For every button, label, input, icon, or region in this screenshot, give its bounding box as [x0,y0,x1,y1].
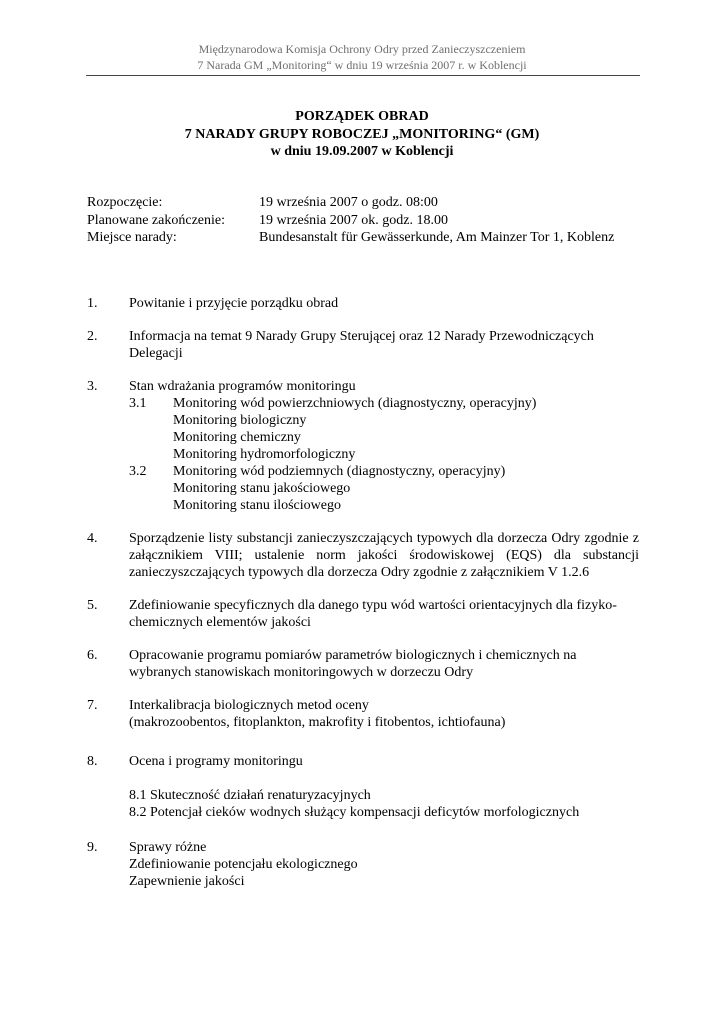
subitem-line: Monitoring hydromorfologiczny [173,447,356,462]
agenda-item-4 [87,530,639,581]
item-text: Stan wdrażania programów monitoringu [129,379,356,394]
agenda-item-5 [87,597,639,631]
subitem-line: Monitoring biologiczny [173,413,307,428]
meta-value: Bundesanstalt für Gewässerkunde, Am Mainzer Tor 1, Koblenz [259,230,615,245]
meta-label: Rozpoczęcie: [87,195,163,210]
subitem-3-1 [129,395,639,412]
subitem-text: Monitoring wód podziemnych (diagnostyczny, operacyjny) [173,464,506,479]
header-line-2: 7 Narada GM „Monitoring“ w dniu 19 września 2007 r. w Koblencji [197,58,527,72]
item-text: Powitanie i przyjęcie porządku obrad [129,296,339,311]
title-line-1: PORZĄDEK OBRAD [295,109,429,124]
page-header [0,41,724,73]
item-number: 3. [87,379,98,394]
item-text: Ocena i programy monitoringu [129,754,303,769]
header-divider [86,75,640,76]
item-number: 6. [87,648,98,663]
item-number: 2. [87,329,98,344]
item-number: 9. [87,840,98,855]
meta-value: 19 września 2007 ok. godz. 18.00 [259,212,448,228]
item-text: Opracowanie programu pomiarów parametrów biologicznych i chemicznych na wybranych stanowiskach monitoringowych w dorzeczu Odry [129,648,577,680]
item-number: 7. [87,698,98,713]
meta-value: 19 września 2007 o godz. 08:00 [259,195,438,210]
agenda-list [87,295,639,906]
item-line: Zdefiniowanie potencjału ekologicznego [129,857,358,872]
subitem-number: 3.2 [129,464,147,479]
subitem-line: Monitoring stanu ilościowego [173,498,341,513]
subitem-3-2 [129,463,639,480]
agenda-item-3 [87,378,639,514]
item-number: 5. [87,598,98,613]
item-text: Informacja na temat 9 Narady Grupy Sterującej oraz 12 Narady Przewodniczących Delegacji [129,329,594,361]
item-line: (makrozoobentos, fitoplankton, makrofity i fitobentos, ichtiofauna) [129,715,506,730]
title-line-3: w dniu 19.09.2007 w Koblencji [270,144,454,159]
item-number: 1. [87,296,98,311]
item-text: Interkalibracja biologicznych metod oceny [129,698,369,713]
agenda-item-2 [87,328,639,362]
item-number: 8. [87,754,98,769]
meeting-details [87,194,647,247]
agenda-item-7 [87,697,639,731]
item-subline: 8.1 Skuteczność działań renaturyzacyjnych [129,788,371,803]
agenda-item-6 [87,647,639,681]
agenda-item-9 [87,839,639,890]
meta-label: Miejsce narady: [87,230,177,245]
item-text: Zdefiniowanie specyficznych dla danego typu wód wartości orientacyjnych dla fizyko-chemicznych elementów jakości [129,598,617,630]
subitem-line: Monitoring stanu jakościowego [173,481,351,496]
title-line-2: 7 NARADY GRUPY ROBOCZEJ „MONITORING“ (GM) [184,126,540,142]
item-subline: 8.2 Potencjał cieków wodnych służący kompensacji deficytów morfologicznych [129,805,580,820]
item-text: Sprawy różne [129,840,207,855]
subitem-number: 3.1 [129,396,147,411]
agenda-item-8 [87,753,639,821]
meta-row-location [87,229,647,247]
subitem-line: Monitoring chemiczny [173,430,301,445]
document-title [0,108,724,161]
meta-label: Planowane zakończenie: [87,212,225,228]
meta-row-end [87,212,647,230]
item-line: Zapewnienie jakości [129,874,245,889]
item-text: Sporządzenie listy substancji zanieczyszczających typowych dla dorzecza Odry zgodnie z załącznikiem VIII; ustalenie norm jakości środowiskowej (EQS) dla substancji zanieczyszczających typowych dla dorzecza Odry zgodnie z załącznikiem V 1.2.6 [129,531,639,580]
item-number: 4. [87,531,98,546]
header-line-1: Międzynarodowa Komisja Ochrony Odry przed Zanieczyszczeniem [198,42,526,56]
subitem-text: Monitoring wód powierzchniowych (diagnostyczny, operacyjny) [173,396,537,411]
meta-row-start [87,194,647,212]
agenda-item-1 [87,295,639,312]
